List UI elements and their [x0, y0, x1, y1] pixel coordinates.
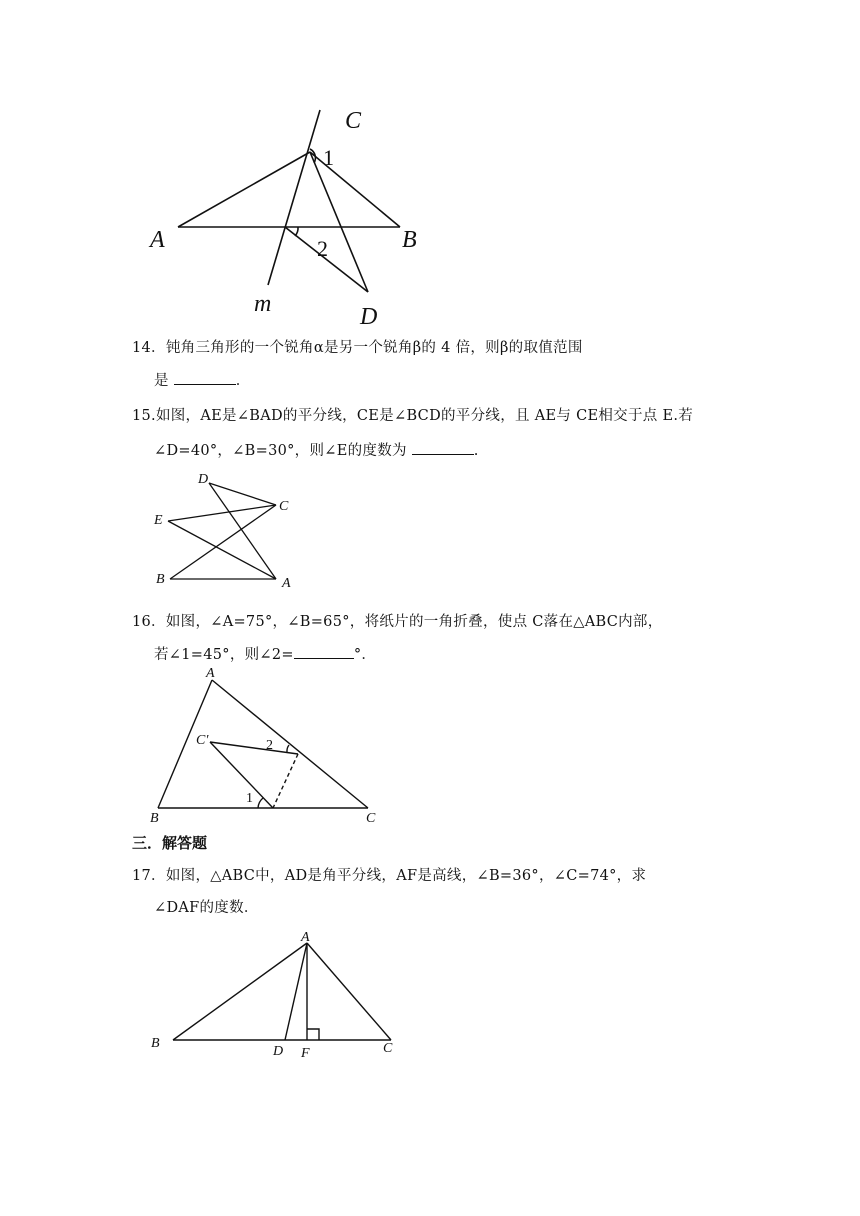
- label-c: C: [345, 108, 362, 134]
- q15-answer-blank[interactable]: [412, 440, 474, 455]
- q14-line2: [154, 370, 251, 391]
- label-a: A: [282, 576, 291, 591]
- figure-q17: [145, 925, 410, 1065]
- q15-line2: [154, 440, 479, 461]
- q14-line1: 14．钝角三角形的一个锐角α是另一个锐角β的 4 倍，则β的取值范围: [132, 340, 583, 356]
- label-a: A: [150, 227, 165, 253]
- label-a: A: [206, 666, 215, 681]
- angle-2-arc: [295, 227, 298, 236]
- q15-line2-end: .: [473, 443, 479, 459]
- label-m: m: [254, 291, 272, 317]
- figure-q15: [148, 465, 308, 595]
- label-c: C: [366, 811, 376, 826]
- label-b: B: [402, 227, 417, 253]
- label-b: B: [151, 1036, 160, 1051]
- section-heading: 三．解答题: [132, 834, 208, 852]
- q14-answer-blank[interactable]: [174, 370, 236, 385]
- label-a: A: [301, 930, 310, 945]
- label-b: B: [156, 572, 165, 587]
- q15-line1: 15.如图，AE是∠BAD的平分线，CE是∠BCD的平分线，且 AE与 CE相交于点 E.若: [132, 408, 694, 424]
- q16-line2-end: °．: [353, 647, 377, 663]
- q14-line2-start: 是: [154, 373, 174, 389]
- q16-answer-blank[interactable]: [294, 644, 354, 659]
- label-c: C: [383, 1041, 393, 1056]
- q16-line2-start: 若∠1=45°，则∠2=: [154, 647, 294, 663]
- label-e: E: [154, 513, 163, 528]
- q17-line2: ∠DAF的度数．: [154, 900, 259, 916]
- q15-line2-start: ∠D=40°，∠B=30°，则∠E的度数为: [154, 443, 412, 459]
- label-b: B: [150, 811, 159, 826]
- label-d: D: [273, 1044, 284, 1059]
- label-1: 1: [246, 791, 253, 806]
- label-c: C: [279, 499, 289, 514]
- label-2: 2: [266, 738, 273, 753]
- label-2: 2: [317, 236, 328, 261]
- label-c-prime: C′: [196, 733, 209, 748]
- q17-line1: 17．如图，△ABC中，AD是角平分线，AF是高线，∠B=36°，∠C=74°，求: [132, 868, 647, 884]
- segment-ac: [178, 152, 310, 227]
- q16-line1: 16．如图，∠A=75°，∠B=65°，将纸片的一角折叠，使点 C落在△ABC内部，: [132, 614, 663, 630]
- label-1: 1: [323, 145, 334, 170]
- figure-q13: [140, 100, 440, 335]
- label-d: D: [360, 304, 378, 330]
- segment-cd: [310, 152, 368, 292]
- label-d: D: [198, 472, 209, 487]
- q14-line2-end: ．: [235, 373, 251, 389]
- line-m: [268, 110, 320, 285]
- label-f: F: [301, 1046, 310, 1061]
- figure-q16: [140, 660, 390, 830]
